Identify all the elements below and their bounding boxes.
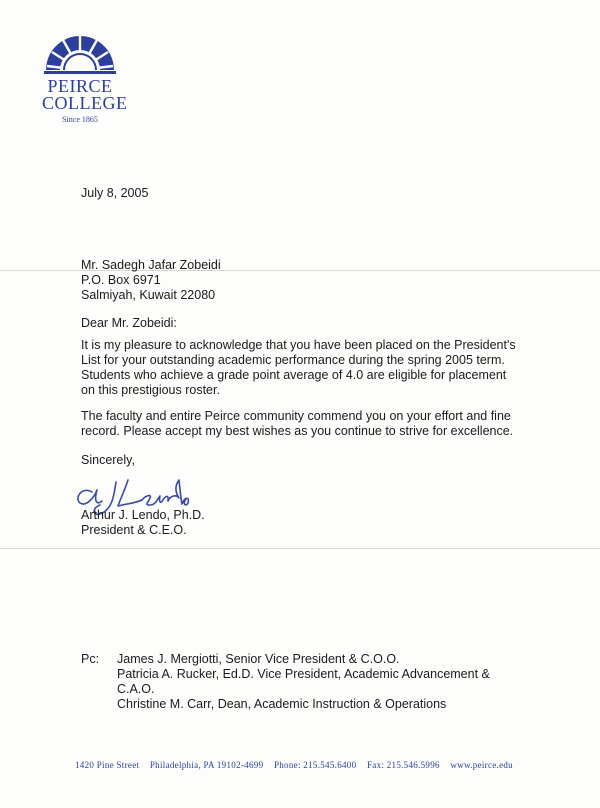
footer-website: www.peirce.edu [450,760,513,770]
letter-date: July 8, 2005 [81,186,149,200]
letterhead-footer [75,760,575,770]
pc-label: Pc: [81,652,100,666]
footer-phone: Phone: 215.545.6400 [273,760,357,770]
fold-line [0,548,600,549]
recipient-address [81,258,221,303]
body-paragraph: It is my pleasure to acknowledge that you have been placed on the President's List for your outstanding academic performance during the spring 2005 term. Students who achieve a grade point average of 4.0 are eligible for placement on this prestigious roster. [81,338,516,397]
recipient-address-line: P.O. Box 6971 [81,273,161,287]
signer-name: Arthur J. Lendo, Ph.D. [81,508,205,522]
signer-title: President & C.E.O. [81,523,187,537]
salutation: Dear Mr. Zobeidi: [81,316,177,330]
recipient-name: Mr. Sadegh Jafar Zobeidi [81,258,221,272]
closing: Sincerely, [81,453,135,467]
pc-recipient: James J. Mergiotti, Senior Vice President & C.O.O. [117,652,400,666]
sunburst-arch-icon [42,30,118,78]
body-paragraph: The faculty and entire Peirce community commend you on your effort and fine record. Please accept my best wishes as you continue to strive for excellence. [81,409,514,438]
pc-recipient: Christine M. Carr, Dean, Academic Instruction & Operations [117,697,447,711]
recipient-address-line: Salmiyah, Kuwait 22080 [81,288,216,302]
pc-recipient: Patricia A. Rucker, Ed.D. Vice President, Academic Advancement & C.A.O. [117,667,490,696]
signature-block [81,508,205,538]
pc-recipients [117,652,517,712]
logo-wordmark-line2: COLLEGE [42,93,128,113]
footer-city: Philadelphia, PA 19102-4699 [149,760,264,770]
peirce-college-logo [42,30,128,124]
footer-address: 1420 Pine Street [75,760,140,770]
logo-since: Since 1865 [62,115,98,124]
logo-wordmark-line1: PEIRCE [47,76,113,96]
footer-fax: Fax: 215.546.5996 [366,760,440,770]
